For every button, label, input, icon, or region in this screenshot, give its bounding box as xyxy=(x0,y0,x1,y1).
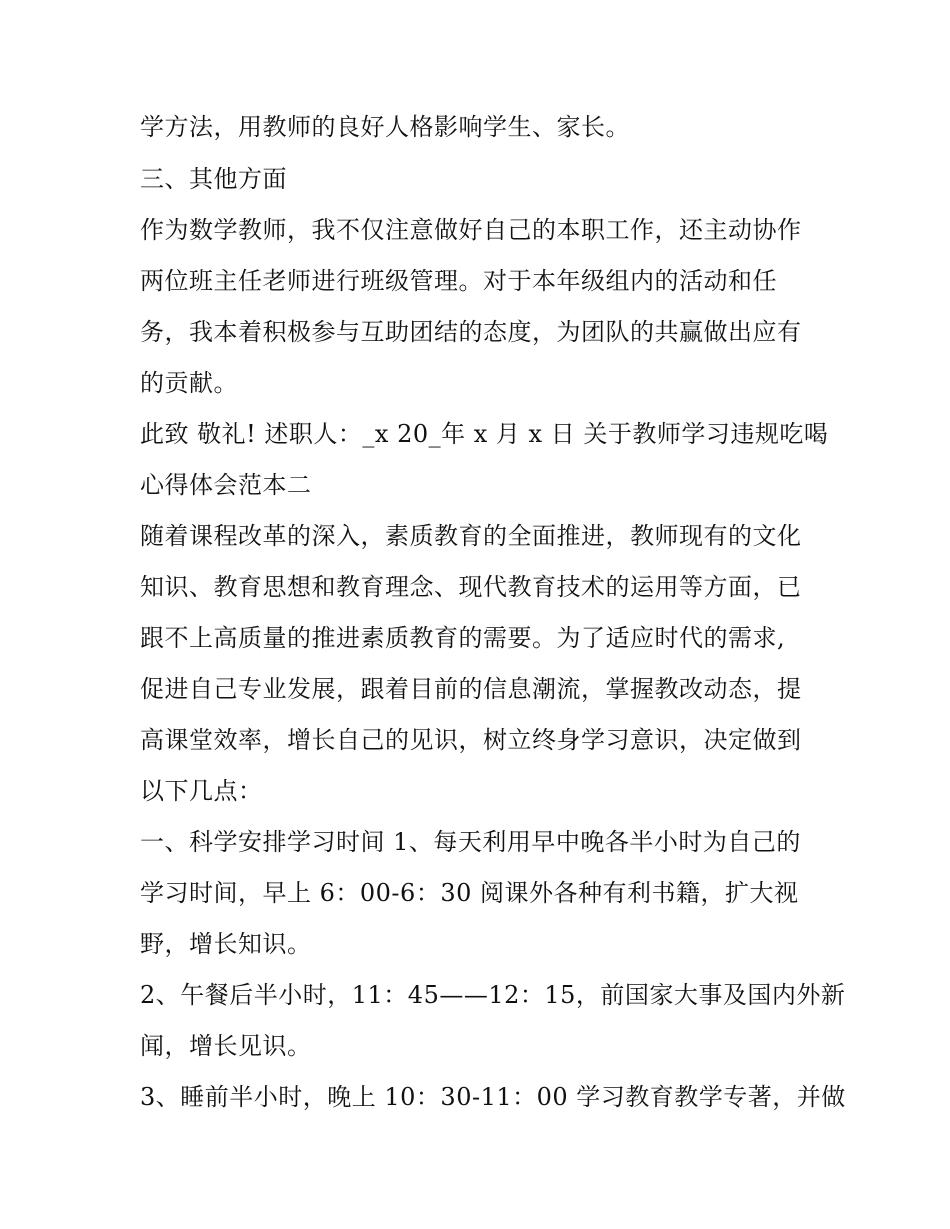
text-line: 以下几点： xyxy=(140,777,263,805)
text-line: 务，我本着积极参与互助团结的态度，为团队的共赢做出应有 xyxy=(140,318,802,346)
text-line: 此致 敬礼! 述职人：_x 20_年 x 月 x 日 关于教师学习违规吃喝 xyxy=(140,420,829,448)
text-line: 3、睡前半小时，晚上 10：30-11：00 学习教育教学专著，并做 xyxy=(140,1083,846,1111)
text-line: 知识、教育思想和教育理念、现代教育技术的运用等方面，已 xyxy=(140,573,802,601)
text-line: 的贡献。 xyxy=(140,369,238,397)
text-line: 两位班主任老师进行班级管理。对于本年级组内的活动和任 xyxy=(140,267,777,295)
text-line: 一、科学安排学习时间 1、每天利用早中晚各半小时为自己的 xyxy=(140,828,801,856)
text-line: 野，增长知识。 xyxy=(140,930,312,958)
text-line: 促进自己专业发展，跟着目前的信息潮流，掌握教改动态，提 xyxy=(140,675,802,703)
text-line: 作为数学教师，我不仅注意做好自己的本职工作，还主动协作 xyxy=(140,216,802,244)
text-line: 2、午餐后半小时，11：45——12：15，前国家大事及国内外新 xyxy=(140,981,846,1009)
text-line: 学习时间，早上 6：00-6：30 阅课外各种有利书籍，扩大视 xyxy=(140,879,799,907)
text-line: 随着课程改革的深入，素质教育的全面推进，教师现有的文化 xyxy=(140,522,802,550)
text-line: 闻，增长见识。 xyxy=(140,1032,312,1060)
text-line: 跟不上高质量的推进素质教育的需要。为了适应时代的需求, xyxy=(140,624,786,652)
text-line: 高课堂效率，增长自己的见识，树立终身学习意识，决定做到 xyxy=(140,726,802,754)
text-line: 学方法，用教师的良好人格影响学生、家长。 xyxy=(140,113,630,141)
text-line: 心得体会范本二 xyxy=(140,471,312,499)
section-heading: 三、其他方面 xyxy=(140,165,287,193)
